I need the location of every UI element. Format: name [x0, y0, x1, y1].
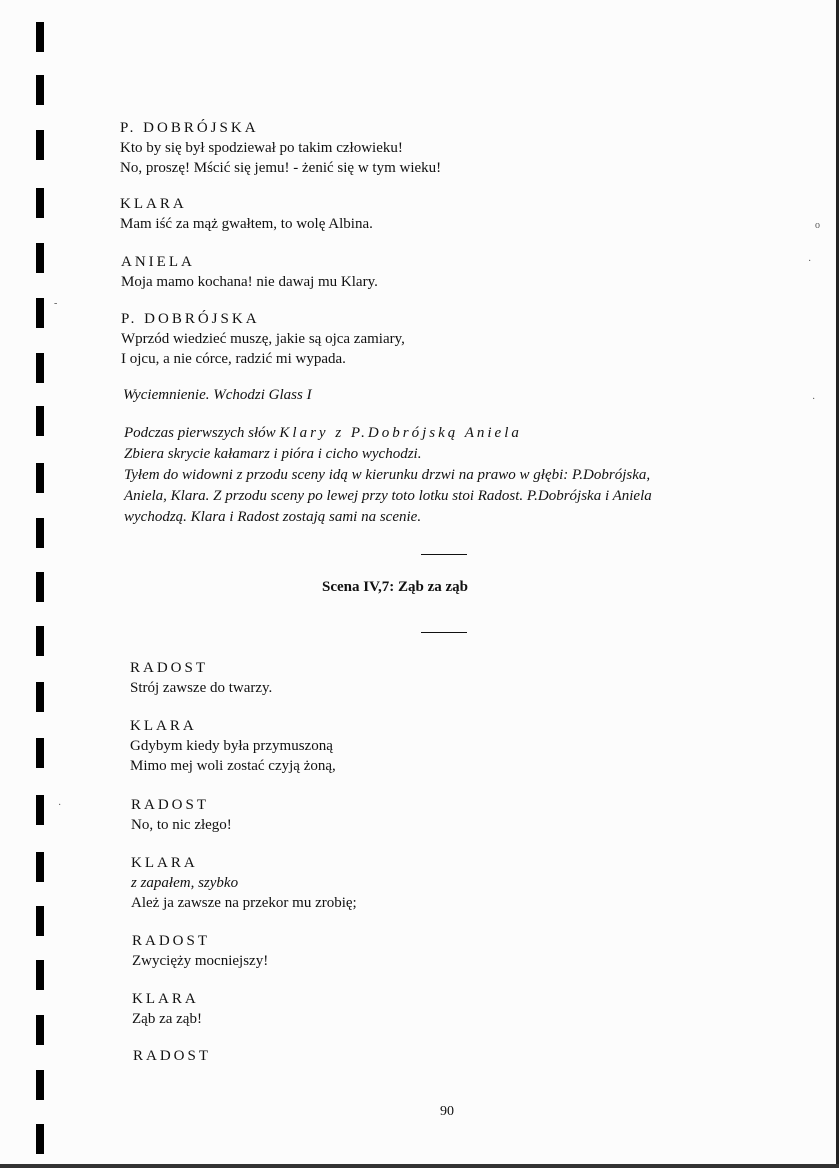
binding-hole: [36, 852, 44, 882]
dialogue-block: [131, 795, 232, 835]
dialogue-line: Gdybym kiedy była przymuszoną: [130, 738, 333, 754]
scene-title: Scena IV,7: Ząb za ząb: [322, 579, 468, 595]
separator-rule: [421, 554, 467, 555]
binding-hole: [36, 682, 44, 712]
speaker-name: P. DOBRÓJSKA: [121, 311, 260, 327]
dialogue-line: Wprzód wiedzieć muszę, jakie są ojca zamiary,: [121, 331, 405, 347]
binding-hole: [36, 795, 44, 825]
dialogue-block: [133, 1046, 211, 1066]
stage-direction-line: Zbiera skrycie kałamarz i pióra i cicho wychodzi.: [124, 446, 422, 462]
binding-hole: [36, 243, 44, 273]
dialogue-line: Ależ ja zawsze na przekor mu zrobię;: [131, 895, 357, 911]
dialogue-line: Mimo mej woli zostać czyją żoną,: [130, 758, 336, 774]
binding-hole: [36, 463, 44, 493]
binding-hole: [36, 353, 44, 383]
binding-hole: [36, 298, 44, 328]
scan-speck: o: [815, 220, 820, 231]
dialogue-block: [132, 989, 202, 1029]
dialogue-block: [121, 309, 405, 369]
stage-direction-line: wychodzą. Klara i Radost zostają sami na scenie.: [124, 509, 422, 525]
dialogue-line: Zwycięży mocniejszy!: [132, 953, 269, 969]
binding-hole: [36, 188, 44, 218]
speaker-name: KLARA: [120, 196, 187, 212]
dialogue-block: [120, 118, 441, 178]
stage-direction-inline: z zapałem, szybko: [131, 875, 239, 891]
speaker-name: RADOST: [133, 1048, 212, 1064]
speaker-name: KLARA: [132, 991, 199, 1007]
dialogue-line: I ojcu, a nie córce, radzić mi wypada.: [121, 351, 346, 367]
speaker-name: ANIELA: [121, 254, 195, 270]
separator-rule: [421, 632, 467, 633]
stage-direction-line: [124, 423, 652, 444]
dialogue-line: Strój zawsze do twarzy.: [130, 680, 273, 696]
stage-direction-spaced: Klary z P.Dobrójską Aniela: [279, 425, 522, 441]
dialogue-block: [131, 853, 357, 913]
speaker-name: RADOST: [130, 660, 209, 676]
binding-hole: [36, 960, 44, 990]
dialogue-block: [121, 252, 378, 292]
stage-direction-prefix: Podczas pierwszych słów: [124, 425, 280, 441]
speaker-name: RADOST: [131, 797, 210, 813]
scan-speck: -: [54, 298, 58, 309]
binding-hole: [36, 738, 44, 768]
binding-hole: [36, 1015, 44, 1045]
dialogue-block: [120, 194, 373, 234]
speaker-name: KLARA: [130, 718, 197, 734]
binding-holes: [36, 0, 46, 1168]
dialogue-line: Kto by się był spodziewał po takim człowieku!: [120, 140, 403, 156]
binding-hole: [36, 518, 44, 548]
dialogue-line: Mam iść za mąż gwałtem, to wolę Albina.: [120, 216, 373, 232]
binding-hole: [36, 406, 44, 436]
stage-direction-line: Tyłem do widowni z przodu sceny idą w kierunku drzwi na prawo w głębi: P.Dobrójska,: [124, 467, 651, 483]
dialogue-line: Moja mamo kochana! nie dawaj mu Klary.: [121, 274, 378, 290]
scan-speck: ·: [812, 394, 816, 405]
binding-hole: [36, 626, 44, 656]
dialogue-line: Ząb za ząb!: [132, 1011, 202, 1027]
dialogue-line: No, to nic złego!: [131, 817, 232, 833]
binding-hole: [36, 22, 44, 52]
scan-speck: ·: [808, 256, 812, 267]
page-edge-bottom: [0, 1164, 839, 1168]
binding-hole: [36, 1070, 44, 1100]
page-number: 90: [440, 1104, 454, 1119]
dialogue-block: [130, 716, 336, 776]
binding-hole: [36, 130, 44, 160]
dialogue-block: [132, 931, 268, 971]
dialogue-line: No, proszę! Mścić się jemu! - żenić się w tym wieku!: [120, 160, 442, 176]
binding-hole: [36, 906, 44, 936]
stage-direction-text: Wyciemnienie. Wchodzi Glass I: [123, 387, 312, 403]
scan-speck: ·: [58, 800, 62, 811]
stage-direction: [124, 423, 652, 528]
binding-hole: [36, 75, 44, 105]
stage-direction: [123, 385, 312, 405]
binding-hole: [36, 572, 44, 602]
binding-hole: [36, 1124, 44, 1154]
dialogue-block: [130, 658, 272, 698]
speaker-name: KLARA: [131, 855, 198, 871]
stage-direction-line: Aniela, Klara. Z przodu sceny po lewej przy toto lotku stoi Radost. P.Dobrójska i Aniela: [124, 488, 652, 504]
speaker-name: RADOST: [132, 933, 211, 949]
speaker-name: P. DOBRÓJSKA: [120, 120, 259, 136]
